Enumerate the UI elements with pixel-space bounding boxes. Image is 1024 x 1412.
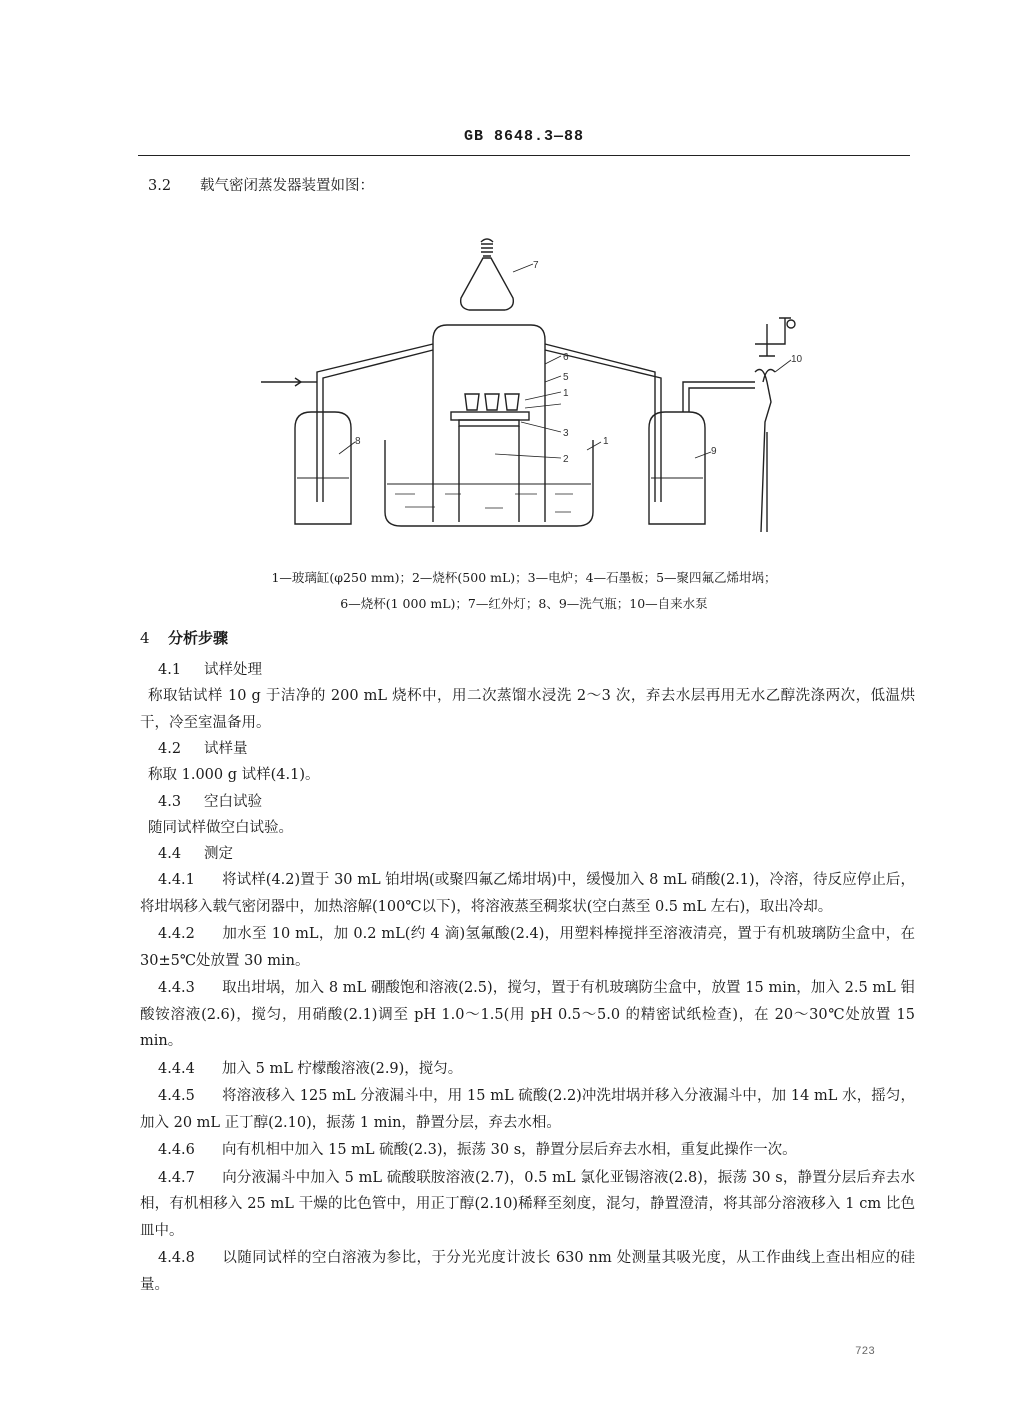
step-number: 4.4.4 <box>158 1060 195 1077</box>
document-header: GB 8648.3—88 <box>463 128 585 145</box>
subsection-number: 4.4 <box>158 846 182 862</box>
label-1: 1 <box>603 436 609 447</box>
step-4-4-1 <box>140 867 915 920</box>
ptfe-crucibles <box>465 394 519 410</box>
apparatus-diagram <box>255 232 815 542</box>
page-number: 723 <box>855 1346 875 1358</box>
step-text: 加入 5 mL 柠檬酸溶液(2.9)，搅匀。 <box>222 1060 463 1077</box>
section-title: 分析步骤 <box>168 629 229 647</box>
subsection-4-1-text: 称取钴试样 10 g 于洁净的 200 mL 烧杯中，用二次蒸馏水浸洗 2～3 次，弃去水层再用无水乙醇洗涤两次，低温烘干，冷至室温备用。 <box>140 688 915 731</box>
electric-heater <box>459 420 519 426</box>
step-4-4-2 <box>140 921 915 974</box>
step-number: 4.4.6 <box>158 1142 195 1158</box>
subsection-4-4-heading <box>140 841 915 867</box>
step-4-4-4 <box>140 1056 915 1083</box>
label-2: 2 <box>563 454 569 465</box>
graphite-plate <box>451 412 529 420</box>
subsection-title: 试样量 <box>204 741 248 757</box>
wash-bottle-9 <box>649 382 755 524</box>
subsection-number: 4.3 <box>158 793 182 810</box>
subsection-number: 4.2 <box>158 741 182 757</box>
step-number: 4.4.8 <box>158 1250 195 1266</box>
header-rule <box>138 155 910 156</box>
wash-bottle-8 <box>295 408 351 524</box>
step-number: 4.4.2 <box>158 926 195 942</box>
subsection-number: 4.1 <box>158 662 182 678</box>
step-text: 以随同试样的空白溶液为参比，于分光光度计波长 630 nm 处测量其吸光度，从工作曲线上查出相应的硅量。 <box>140 1250 915 1293</box>
label-10: 10 <box>791 354 803 365</box>
subsection-title: 空白试验 <box>204 793 262 810</box>
section-3-2 <box>148 174 374 195</box>
label-9: 9 <box>711 446 717 457</box>
step-number: 4.4.7 <box>158 1169 195 1186</box>
step-text: 将溶液移入 125 mL 分液漏斗中，用 15 mL 硫酸(2.2)冲洗坩埚并移入分液漏斗中，加 14 mL 水，摇匀，加入 20 mL 正丁醇(2.10)，振荡 1 min，静置分层，弃去水相。 <box>140 1088 915 1131</box>
section-number: 4 <box>140 629 150 647</box>
water-aspirator <box>755 318 795 532</box>
section-text: 载气密闭蒸发器装置如图： <box>200 178 374 194</box>
subsection-title: 测定 <box>204 846 233 862</box>
bell-jar <box>317 325 661 522</box>
figure-caption-line-2: 6—烧杯(1 000 mL)；7—红外灯；8、9—洗气瓶；10—自来水泵 <box>340 596 708 611</box>
step-text: 加水至 10 mL，加 0.2 mL(约 4 滴)氢氟酸(2.4)，用塑料棒搅拌至溶液清亮，置于有机玻璃防尘盒中，在 30±5℃处放置 30 min。 <box>140 926 915 969</box>
label-3: 3 <box>563 428 569 439</box>
gas-inlet-arrow <box>261 378 301 386</box>
label-5: 5 <box>563 372 569 383</box>
label-7: 7 <box>533 260 539 271</box>
label-6: 6 <box>563 352 569 363</box>
step-4-4-6 <box>140 1137 915 1164</box>
step-4-4-5 <box>140 1083 915 1136</box>
step-4-4-3 <box>140 975 915 1055</box>
subsection-4-2-text: 称取 1.000 g 试样(4.1)。 <box>148 767 320 783</box>
procedure-body <box>140 623 915 1299</box>
label-1a: 1 <box>563 388 569 399</box>
infrared-lamp <box>461 239 514 310</box>
step-text: 向分液漏斗中加入 5 mL 硫酸联胺溶液(2.7)，0.5 mL 氯化亚锡溶液(2.8)，振荡 30 s，静置分层后弃去水相，有机相移入 25 mL 干燥的比色管中，用正丁醇(2.10)稀释至刻度，混匀，静置澄清，将其部分溶液移入 1 cm 比色皿中。 <box>140 1169 915 1239</box>
subsection-4-2-heading <box>140 736 915 762</box>
step-text: 向有机相中加入 15 mL 硫酸(2.3)，振荡 30 s，静置分层后弃去水相，重复此操作一次。 <box>222 1142 797 1158</box>
step-text: 将试样(4.2)置于 30 mL 铂坩埚(或聚四氟乙烯坩埚)中，缓慢加入 8 mL 硝酸(2.1)，冷溶，待反应停止后，将坩埚移入载气密闭器中，加热溶解(100℃以下)，将溶液蒸至稠浆状(空白蒸至 0.5 mL 左右)，取出冷却。 <box>140 872 915 915</box>
step-number: 4.4.3 <box>158 980 195 996</box>
subsection-4-1-heading <box>140 657 915 683</box>
subsection-4-3-heading <box>140 789 915 815</box>
glass-tank <box>385 440 593 526</box>
section-number: 3.2 <box>148 178 172 194</box>
figure-caption-line-1: 1—玻璃缸(φ250 mm)；2—烧杯(500 mL)；3—电炉；4—石墨板；5—聚四氟乙烯坩埚； <box>271 570 777 585</box>
label-8: 8 <box>355 436 361 447</box>
step-4-4-8 <box>140 1245 915 1298</box>
step-text: 取出坩埚，加入 8 mL 硼酸饱和溶液(2.5)，搅匀，置于有机玻璃防尘盒中，放置 15 min，加入 2.5 mL 钼酸铵溶液(2.6)，搅匀，用硝酸(2.1)调至 pH 1.0～1.5(用 pH 0.5～5.0 的精密试纸检查)，在 20～30℃处放置 15 min。 <box>140 980 915 1049</box>
section-4-heading <box>140 623 915 657</box>
step-number: 4.4.5 <box>158 1088 195 1104</box>
step-number: 4.4.1 <box>158 872 195 888</box>
subsection-4-3-text: 随同试样做空白试验。 <box>148 819 293 836</box>
subsection-title: 试样处理 <box>204 662 262 678</box>
step-4-4-7 <box>140 1165 915 1245</box>
